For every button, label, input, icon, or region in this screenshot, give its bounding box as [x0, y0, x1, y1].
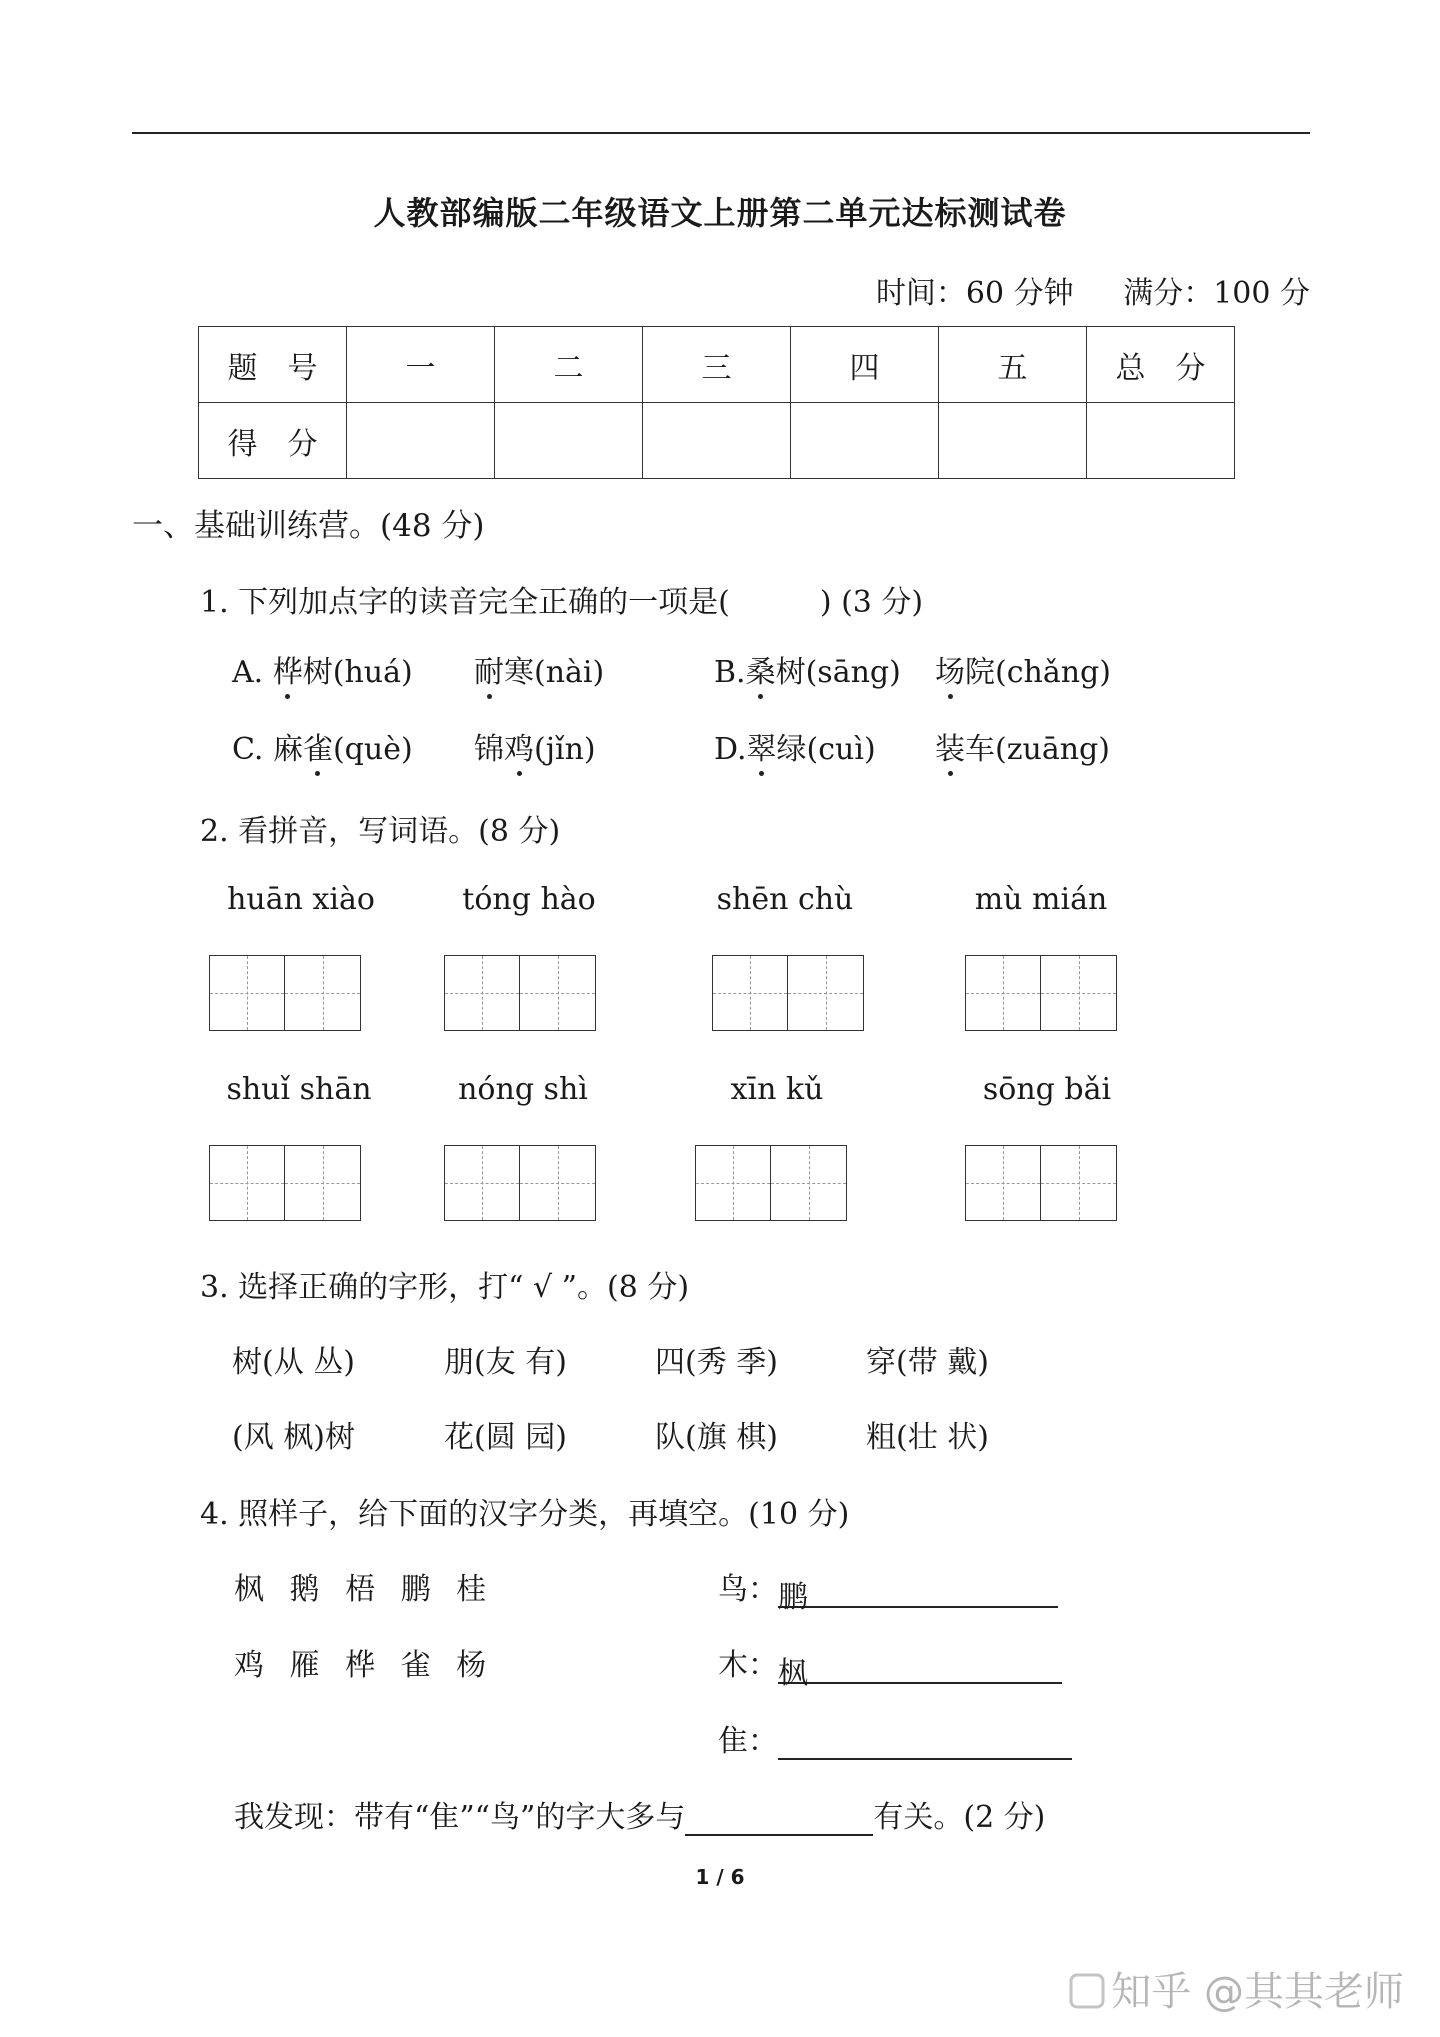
question-2-stem: 2. 看拼音，写词语。(8 分): [200, 814, 561, 849]
discovery-prefix: 我发现：带有“隹”“鸟”的字大多与: [234, 1800, 686, 1835]
q1-option-b[interactable]: [714, 647, 901, 691]
score-table: [198, 326, 1235, 479]
score-cell[interactable]: [643, 403, 791, 479]
writing-grid[interactable]: [695, 1145, 847, 1221]
q1-option-a-word2: [474, 647, 604, 691]
score-header-cell: 一: [347, 327, 495, 403]
writing-grid[interactable]: [209, 955, 361, 1031]
choice-item[interactable]: 粗(壮 状): [866, 1420, 989, 1455]
header-rule: [132, 132, 1310, 134]
score-header-cell: 总 分: [1087, 327, 1235, 403]
score-header-cell: 三: [643, 327, 791, 403]
word-text: 树(sāng): [775, 655, 901, 690]
category-zhui: [718, 1716, 1072, 1760]
choice-item[interactable]: 花(圆 园): [444, 1420, 567, 1455]
answer-blank[interactable]: [685, 1800, 873, 1836]
watermark-text: 知乎 @其其老师: [1111, 1969, 1404, 2015]
word-text: 寒(nài): [504, 655, 605, 690]
score-table-header-row: [199, 327, 1235, 403]
writing-grid[interactable]: [444, 1145, 596, 1221]
char-list: 鸡 雁 桦 雀 杨: [234, 1648, 495, 1683]
dotted-char: 鸡: [504, 724, 534, 768]
category-label: 鸟：: [718, 1572, 778, 1607]
word-text: (què): [332, 732, 413, 767]
choice-item[interactable]: 朋(友 有): [444, 1345, 567, 1380]
word-text: 麻: [272, 732, 303, 767]
word-text: 院(chǎng): [965, 655, 1111, 690]
question-1-stem: 1. 下列加点字的读音完全正确的一项是( ) (3 分): [200, 585, 924, 620]
question-3-stem: 3. 选择正确的字形，打“ √ ”。(8 分): [200, 1270, 690, 1305]
choice-item[interactable]: 队(旗 棋): [655, 1420, 778, 1455]
choice-item[interactable]: 树(从 丛): [232, 1345, 355, 1380]
dotted-char: 翠: [747, 724, 777, 768]
score-header-cell: 二: [495, 327, 643, 403]
example-char: 鹏: [778, 1580, 808, 1615]
q1-option-a[interactable]: [232, 647, 413, 691]
word-text: 锦: [474, 732, 504, 767]
dotted-char: 桑: [746, 647, 776, 691]
section-heading: 一、基础训练营。(48 分): [132, 508, 485, 544]
writing-grid[interactable]: [965, 955, 1117, 1031]
option-label: C.: [232, 732, 264, 767]
option-label: B.: [714, 655, 746, 690]
score-cell[interactable]: [1087, 403, 1235, 479]
zhihu-logo-icon: [1069, 1973, 1105, 2009]
q1-option-c-word2: [474, 724, 596, 768]
q1-option-b-word2: [935, 647, 1111, 691]
example-char: 枫: [778, 1656, 808, 1691]
word-text: 树(huá): [302, 655, 413, 690]
score-header-cell: 五: [939, 327, 1087, 403]
writing-grid[interactable]: [444, 955, 596, 1031]
q1-option-c[interactable]: [232, 724, 413, 768]
score-cell[interactable]: [791, 403, 939, 479]
dotted-char: 桦: [273, 647, 303, 691]
discovery-line: [234, 1792, 1045, 1836]
dotted-char: 场: [935, 647, 965, 691]
word-text: 车(zuāng): [965, 732, 1110, 767]
time-limit: 时间：60 分钟: [875, 276, 1074, 311]
category-label: 隹：: [718, 1724, 778, 1759]
score-header-cell: 题 号: [199, 327, 347, 403]
score-row-label: 得 分: [199, 403, 347, 479]
dotted-char: 雀: [303, 724, 333, 768]
writing-grid[interactable]: [209, 1145, 361, 1221]
option-label: A.: [232, 655, 264, 690]
score-table-score-row: [199, 403, 1235, 479]
pinyin-label: mù mián: [974, 882, 1108, 917]
pinyin-label: shēn chù: [716, 882, 854, 917]
pinyin-label: xīn kǔ: [730, 1072, 824, 1107]
answer-blank[interactable]: [778, 1572, 1058, 1615]
char-list: 枫 鹅 梧 鹏 桂: [234, 1572, 495, 1607]
writing-grid[interactable]: [712, 955, 864, 1031]
watermark: [1069, 1960, 1404, 2017]
answer-blank[interactable]: [778, 1648, 1062, 1691]
pinyin-label: sōng bǎi: [982, 1072, 1112, 1107]
pinyin-label: huān xiào: [227, 882, 375, 917]
category-mu: [718, 1640, 1062, 1691]
discovery-suffix: 有关。(2 分): [873, 1800, 1046, 1835]
exam-meta: [836, 268, 1310, 312]
q1-option-d-word2: [935, 724, 1110, 768]
word-text: 绿(cuì): [776, 732, 876, 767]
q1-option-d[interactable]: [714, 724, 876, 768]
answer-blank[interactable]: [778, 1724, 1072, 1760]
question-4-stem: 4. 照样子，给下面的汉字分类，再填空。(10 分): [200, 1497, 850, 1532]
category-label: 木：: [718, 1648, 778, 1683]
dotted-char: 装: [935, 724, 965, 768]
option-label: D.: [714, 732, 747, 767]
choice-item[interactable]: 穿(带 戴): [866, 1345, 989, 1380]
score-cell[interactable]: [939, 403, 1087, 479]
pinyin-label: tóng hào: [462, 882, 596, 917]
category-niao: [718, 1564, 1058, 1615]
full-score: 满分：100 分: [1123, 276, 1310, 311]
pinyin-label: shuǐ shān: [226, 1072, 372, 1107]
page-number: 1 / 6: [695, 1865, 745, 1889]
choice-item[interactable]: (风 枫)树: [232, 1420, 355, 1455]
choice-item[interactable]: 四(秀 季): [655, 1345, 778, 1380]
page-title: 人教部编版二年级语文上册第二单元达标测试卷: [373, 194, 1067, 232]
score-cell[interactable]: [347, 403, 495, 479]
dotted-char: 耐: [474, 647, 504, 691]
word-text: (jǐn): [534, 732, 596, 767]
pinyin-label: nóng shì: [458, 1072, 588, 1107]
writing-grid[interactable]: [965, 1145, 1117, 1221]
score-header-cell: 四: [791, 327, 939, 403]
score-cell[interactable]: [495, 403, 643, 479]
